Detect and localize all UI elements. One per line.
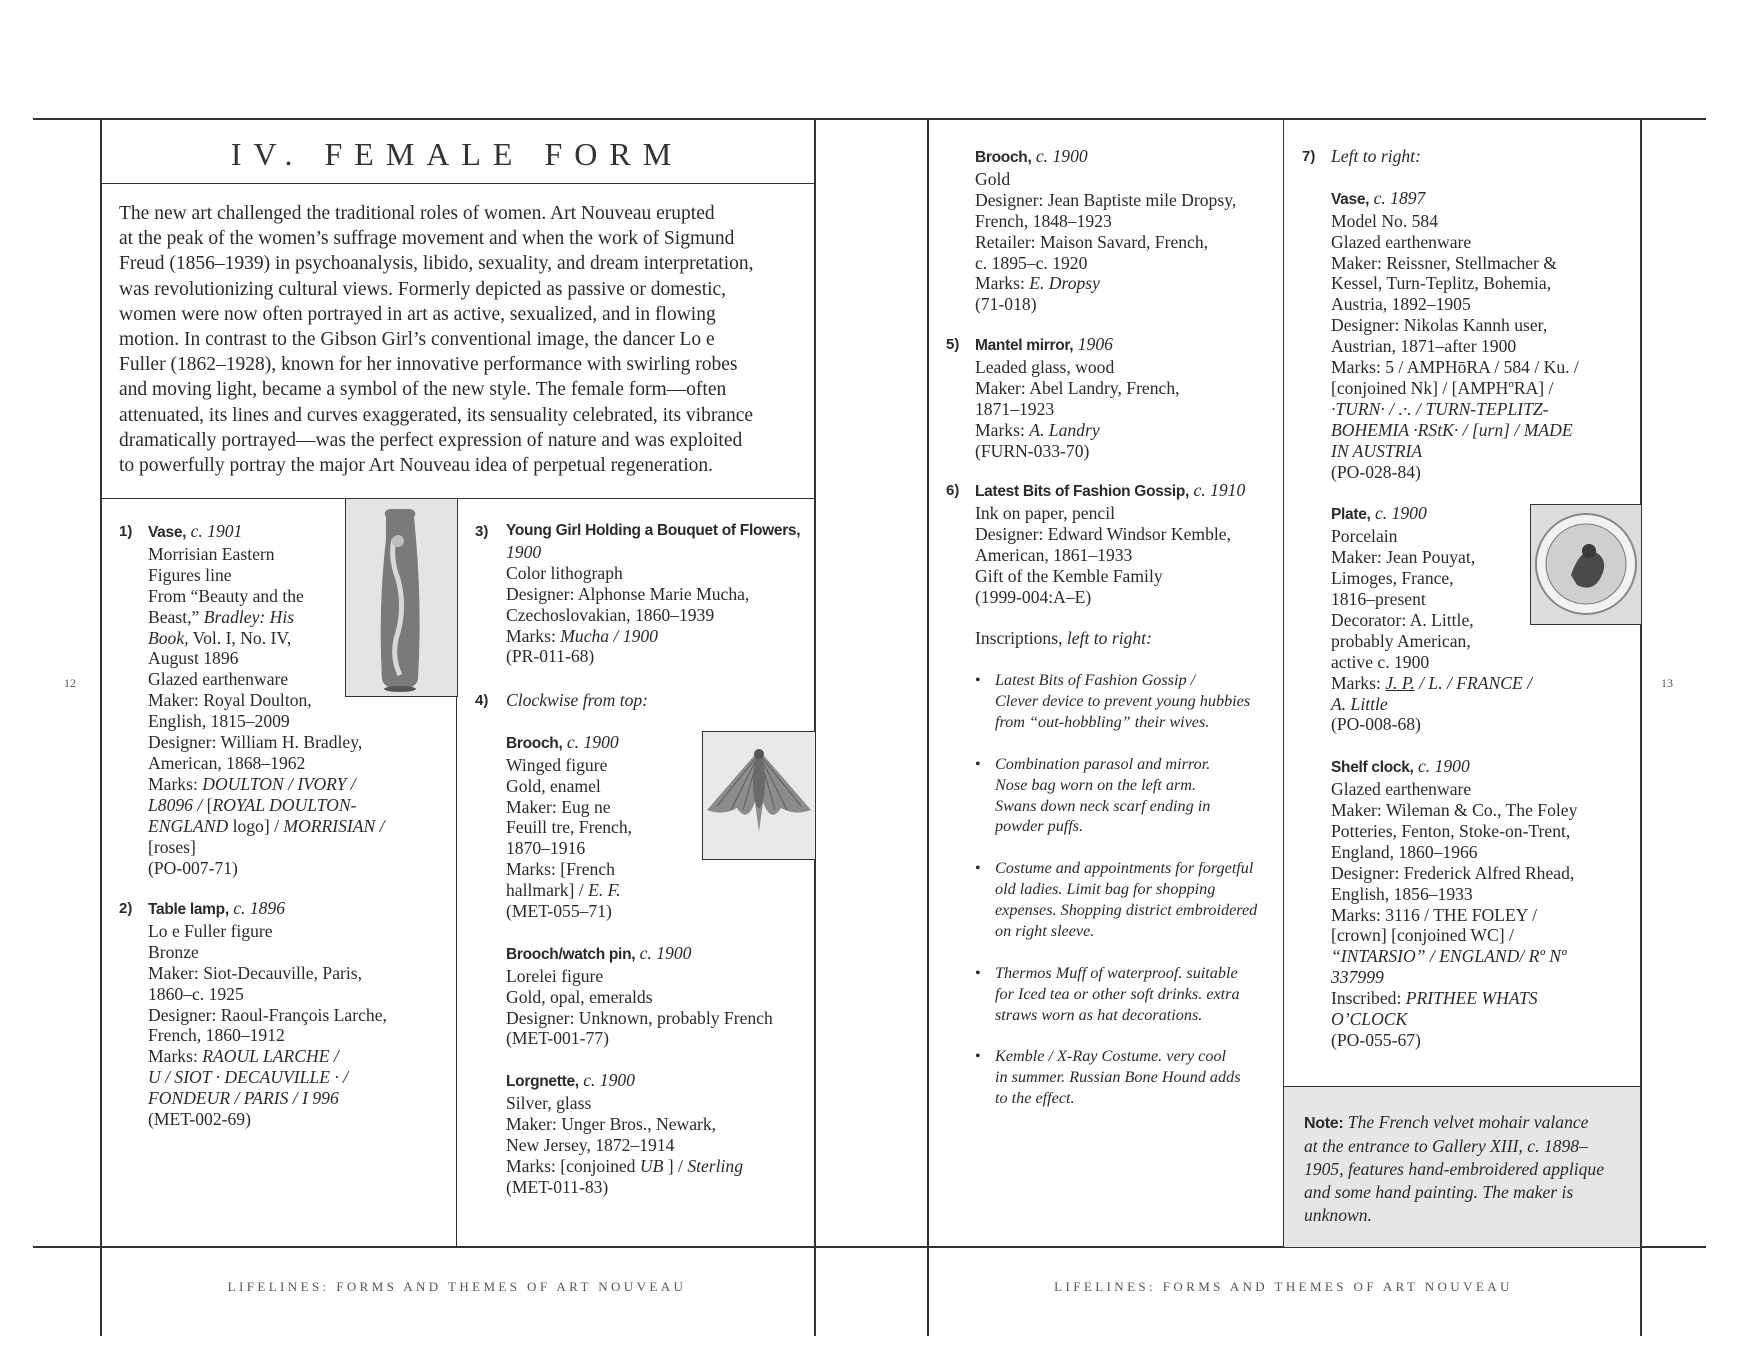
marks-text: ] /	[667, 1155, 683, 1176]
entry-date: 1906	[1077, 334, 1113, 354]
inscribed-text: PRITHEE WHATS	[1405, 988, 1538, 1009]
entry-heading: Mantel mirror,	[975, 337, 1074, 354]
brooch-watch-pin	[506, 943, 810, 1050]
marks-text: Sterling	[687, 1155, 744, 1176]
entry-heading: Vase,	[1331, 190, 1370, 208]
marks-text: MORRISIAN /	[283, 815, 385, 836]
accession-number: (PO-028-84)	[1331, 461, 1421, 482]
inscription-line: • Thermos Muff of waterproof. suitable	[995, 963, 1238, 982]
intro-paragraph	[119, 201, 809, 478]
entry-line: Color lithograph	[506, 562, 623, 583]
marks-label: Marks:	[975, 419, 1025, 440]
marks-text: [roses]	[148, 836, 196, 857]
entry-4-brooch-dropsy	[946, 146, 1281, 315]
entry-line: 1816–present	[1331, 589, 1426, 609]
entry-line: England, 1860–1966	[1331, 841, 1478, 862]
entry-line: Leaded glass, wood	[975, 356, 1115, 377]
entry-line: Silver, glass	[506, 1093, 592, 1114]
intro-line: women were now often portrayed in art as active, sexualized, and in flowing	[119, 303, 716, 325]
inscription-line: Swans down neck scarf ending in	[995, 796, 1211, 815]
inscription-item	[975, 858, 1281, 942]
entry-line: New Jersey, 1872–1914	[506, 1134, 675, 1155]
inscribed-text: O’CLOCK	[1331, 1009, 1408, 1030]
entry-line: Designer: Alphonse Marie Mucha,	[506, 583, 750, 604]
accession-number: (PO-007-71)	[148, 857, 238, 878]
entry-line: Maker: Abel Landry, French,	[975, 377, 1180, 398]
entry-date: c. 1900	[566, 731, 619, 752]
inscription-line: on right sleeve.	[995, 921, 1095, 940]
entry-line: Potteries, Fenton, Stoke-on-Trent,	[1331, 820, 1571, 841]
marks-text: “INTARSIO” / ENGLAND/ Rº Nº	[1331, 946, 1567, 967]
marks-text: ENGLAND	[148, 815, 229, 836]
entry-intro: Left to right:	[1331, 146, 1421, 166]
marks-label: Marks:	[506, 625, 556, 646]
inscriptions-label: Inscriptions,	[975, 628, 1063, 649]
left-page-right-rule	[814, 118, 816, 1336]
marks-text: Marks: 5 / AMPHōRA / 584 / Ku. /	[1331, 357, 1579, 378]
entry-line: Designer: Raoul-François Larche,	[148, 1004, 387, 1025]
note-line: 1905, features hand-embroidered applique	[1304, 1159, 1605, 1179]
marks-text: J. P.	[1385, 672, 1415, 693]
entry-line: Maker: Eug ne	[506, 796, 611, 817]
entry-line: Maker: Reissner, Stellmacher &	[1331, 252, 1557, 273]
intro-line: attenuated, its lines and curves exaggerated, its sensuality celebrated, its vibrance	[119, 404, 754, 426]
inscription-line: for Iced tea or other soft drinks. extra	[995, 984, 1240, 1003]
note-line: at the entrance to Gallery XIII, c. 1898–	[1304, 1136, 1588, 1156]
book-title: Book,	[148, 627, 189, 648]
entry-line: Gold, opal, emeralds	[506, 986, 653, 1007]
entry-heading: Shelf clock,	[1331, 759, 1414, 777]
entry-line: Austria, 1892–1905	[1331, 294, 1471, 315]
entry-line: Designer: Frederick Alfred Rhead,	[1331, 862, 1575, 883]
entry-line: Czechoslovakian, 1860–1939	[506, 604, 715, 625]
accession-number: (MET-002-69)	[148, 1109, 251, 1130]
marks-text: Marks: 3116 / THE FOLEY /	[1331, 904, 1538, 925]
accession-number: (PR-011-68)	[506, 646, 595, 667]
inscription-line: from “out-hobbling” their wives.	[995, 712, 1210, 731]
inscription-item	[975, 963, 1281, 1026]
page-number-left: 12	[64, 676, 76, 690]
note-box	[1284, 1086, 1640, 1247]
marks-text: RAOUL LARCHE /	[202, 1046, 339, 1067]
marks-text: 337999	[1331, 967, 1384, 988]
top-rule	[33, 118, 1706, 120]
entry-line: Maker: Unger Bros., Newark,	[506, 1114, 717, 1135]
entry-line: Designer: William H. Bradley,	[148, 732, 363, 753]
entry-heading: Brooch/watch pin,	[506, 945, 636, 963]
entry-number: 6)	[946, 482, 960, 499]
entry-3-lithograph	[475, 521, 810, 667]
entry-line: Maker: Royal Doulton,	[148, 690, 312, 711]
entry-line: English, 1856–1933	[1331, 883, 1473, 904]
entry-line: Model No. 584	[1331, 210, 1439, 231]
entry-line: From “Beauty and the	[148, 585, 304, 606]
marks-label: Marks:	[148, 1046, 198, 1067]
inscription-line: Nose bag worn on the left arm.	[995, 775, 1196, 794]
entry-line: French, 1848–1923	[975, 210, 1112, 231]
marks-text: A. Landry	[1029, 419, 1100, 440]
right-page-left-rule	[927, 118, 929, 1336]
note-line: unknown.	[1304, 1205, 1372, 1225]
entry-number: 2)	[119, 900, 133, 917]
intro-line: and moving light, became a symbol of the new style. The female form—often	[119, 379, 727, 401]
entry-heading: Plate,	[1331, 506, 1371, 524]
intro-line: The new art challenged the traditional roles of women. Art Nouveau erupted	[119, 203, 715, 224]
vase-image	[346, 499, 457, 696]
entry-number: 1)	[119, 523, 133, 540]
book-title: Bradley: His	[203, 606, 295, 627]
entry-line: Winged figure	[506, 754, 608, 775]
entry-line: Designer: Nikolas Kannh user,	[1331, 315, 1548, 336]
inscription-line: straws worn as hat decorations.	[995, 1005, 1203, 1024]
intro-line: at the peak of the women’s suffrage movement and when the work of Sigmund	[119, 228, 735, 250]
entry-line: Glazed earthenware	[1331, 231, 1472, 252]
marks-text: Marks: [conjoined	[506, 1155, 636, 1176]
entry-line: 1871–1923	[975, 398, 1055, 419]
entry-number: 3)	[475, 523, 489, 540]
entry-date: 1900	[506, 541, 542, 562]
entry-date: c. 1900	[1417, 756, 1470, 777]
entry-line: Designer: Jean Baptiste mile Dropsy,	[975, 189, 1237, 210]
intro-line: motion. In contrast to the Gibson Girl’s conventional image, the dancer Lo e	[119, 329, 715, 351]
inscription-item	[975, 670, 1281, 733]
entry-date: c. 1901	[190, 521, 243, 541]
entry-line: Marks: [French	[506, 859, 615, 880]
inscription-line: to the effect.	[995, 1089, 1075, 1108]
entry-line: Feuill tre, French,	[506, 817, 633, 838]
marks-text: A. Little	[1331, 693, 1388, 714]
left-margin-rule	[100, 118, 102, 1336]
entry-line: Maker: Siot-Decauville, Paris,	[148, 962, 363, 983]
marks-label: Marks:	[975, 273, 1025, 294]
intro-line: was revolutionizing cultural views. Formerly depicted as passive or domestic,	[119, 278, 727, 300]
entry-heading: Brooch,	[975, 149, 1032, 166]
marks-text: DOULTON / IVORY /	[202, 773, 356, 794]
entry-heading: Vase,	[148, 524, 187, 541]
entry-line: Beast,”	[148, 606, 200, 627]
accession-number: (MET-011-83)	[506, 1176, 609, 1197]
intro-line: Fuller (1862–1928), known for her innovative performance with swirling robes	[119, 354, 738, 376]
entry-line: Lo e Fuller figure	[148, 920, 273, 941]
entry-line: American, 1868–1962	[148, 752, 306, 773]
marks-text: BOHEMIA ·RStK· / [urn] / MADE	[1331, 419, 1573, 440]
entry-heading: Young Girl Holding a Bouquet of Flowers,	[506, 522, 801, 539]
inscription-item	[975, 1046, 1281, 1109]
page-number-right: 13	[1661, 676, 1673, 690]
inscription-line: expenses. Shopping district embroidered	[995, 901, 1258, 920]
brooch-image	[703, 732, 815, 859]
marks-text: UB	[639, 1155, 664, 1176]
entry-heading: Brooch,	[506, 734, 563, 752]
lorgnette	[506, 1070, 810, 1197]
entry-date: c. 1896	[233, 898, 286, 918]
vase-photo	[345, 498, 458, 697]
entry-line: Austrian, 1871–after 1900	[1331, 336, 1517, 357]
marks-text: FONDEUR / PARIS / I 996	[148, 1088, 339, 1109]
entry-number: 5)	[946, 336, 960, 353]
intro-line: to powerfully portray the major Art Nouveau idea of perpetual regeneration.	[119, 455, 713, 477]
entry-date: c. 1900	[583, 1070, 635, 1091]
entry-line: August 1896	[148, 648, 239, 669]
right-column-divider	[1283, 118, 1284, 1246]
marks-text: L8096 /	[148, 794, 203, 815]
entry-line: Maker: Wileman & Co., The Foley	[1331, 800, 1578, 821]
marks-text: E. F.	[588, 880, 621, 901]
intro-line: dramatically portrayed—was the perfect expression of nature and was exploited	[119, 429, 743, 451]
entry-line: Bronze	[148, 941, 199, 962]
title-rule	[100, 183, 814, 184]
entry-date: c. 1897	[1373, 187, 1426, 208]
entry-line: Limoges, France,	[1331, 568, 1454, 589]
marks-text: [conjoined Nk] / [AMPHºRA] /	[1331, 377, 1554, 398]
marks-text: / L. / FRANCE /	[1419, 672, 1533, 693]
entry-5-mantel-mirror	[946, 334, 1281, 461]
marks-text: IN AUSTRIA	[1331, 440, 1423, 461]
inscription-item	[975, 754, 1281, 838]
entry-line: Ink on paper, pencil	[975, 502, 1115, 523]
running-footer-left: LIFELINES: FORMS AND THEMES OF ART NOUVEAU	[227, 1279, 687, 1294]
entry-line: Decorator: A. Little,	[1331, 609, 1474, 630]
entry-heading: Lorgnette,	[506, 1073, 579, 1091]
marks-label: Marks:	[148, 773, 198, 794]
inscription-line: • Kemble / X-Ray Costume. very cool	[995, 1047, 1227, 1066]
note-line: The French velvet mohair valance	[1347, 1112, 1589, 1132]
inscriptions-order: left to right:	[1066, 628, 1152, 649]
entry-2-table-lamp	[119, 898, 449, 1130]
inscriptions-list	[975, 670, 1281, 1109]
entry-line: American, 1861–1933	[975, 544, 1133, 565]
entry-intro: Clockwise from top:	[506, 690, 649, 710]
entry-line: Gold	[975, 168, 1011, 189]
entry-heading: Table lamp,	[148, 901, 229, 918]
inscription-line: old ladies. Limit bag for shopping	[995, 880, 1216, 899]
entry-line: Gift of the Kemble Family	[975, 565, 1163, 586]
entry-number: 4)	[475, 692, 489, 709]
plate-image	[1531, 505, 1641, 624]
running-footer-right: LIFELINES: FORMS AND THEMES OF ART NOUVEAU	[1054, 1279, 1513, 1294]
marks-text: ROYAL DOULTON-	[212, 794, 357, 815]
intro-line: Freud (1856–1939) in psychoanalysis, libido, sexuality, and dream interpretation,	[119, 253, 754, 275]
entry-line: Maker: Jean Pouyat,	[1331, 547, 1476, 568]
marks-text: [	[206, 794, 213, 815]
inscribed-label: Inscribed:	[1331, 988, 1402, 1009]
accession-number: (PO-008-68)	[1331, 714, 1421, 735]
inscription-line: in summer. Russian Bone Hound adds	[995, 1068, 1241, 1087]
marks-text: ·TURN· / .·. / TURN-TEPLITZ-	[1331, 398, 1549, 419]
vase-amphora	[1331, 188, 1637, 483]
marks-text: logo] /	[232, 815, 280, 836]
marks-label: Marks:	[1331, 672, 1381, 693]
entry-line: Glazed earthenware	[148, 669, 289, 690]
entry-line: Glazed earthenware	[1331, 779, 1472, 800]
inscription-line: • Combination parasol and mirror.	[995, 754, 1211, 773]
entry-line: Vol. I, No. IV,	[192, 627, 292, 648]
marks-text: U / SIOT · DECAUVILLE · /	[148, 1067, 349, 1088]
plate-photo	[1530, 504, 1642, 625]
inscription-line: • Latest Bits of Fashion Gossip /	[995, 671, 1196, 690]
entry-line: Morrisian Eastern	[148, 543, 275, 564]
section-title: IV. FEMALE FORM	[230, 136, 684, 172]
entry-heading: Latest Bits of Fashion Gossip,	[975, 483, 1190, 500]
inscription-line: • Costume and appointments for forgetful	[995, 859, 1254, 878]
marks-text: Mucha / 1900	[560, 625, 658, 646]
marks-text: E. Dropsy	[1029, 273, 1100, 294]
entry-date: c. 1910	[1193, 480, 1246, 500]
entry-date: c. 1900	[1035, 146, 1088, 166]
entry-line: Gold, enamel	[506, 775, 601, 796]
accession-number: (MET-055–71)	[506, 901, 612, 922]
right-margin-rule	[1640, 118, 1642, 1336]
accession-number: (PO-055-67)	[1331, 1030, 1421, 1051]
note-label: Note:	[1304, 1115, 1344, 1132]
entry-line: c. 1895–c. 1920	[975, 252, 1088, 273]
accession-number: (1999-004:A–E)	[975, 586, 1092, 607]
entry-line: French, 1860–1912	[148, 1025, 285, 1046]
marks-text: [crown] [conjoined WC] /	[1331, 925, 1514, 946]
entry-line: Kessel, Turn-Teplitz, Bohemia,	[1331, 273, 1552, 294]
note-text	[1304, 1111, 1629, 1227]
entry-line: Porcelain	[1331, 526, 1398, 547]
shelf-clock	[1331, 756, 1637, 1051]
entry-line: Designer: Edward Windsor Kemble,	[975, 523, 1231, 544]
entry-6-fashion-gossip	[946, 480, 1281, 1130]
entry-line: Figures line	[148, 564, 232, 585]
inscription-line: Clever device to prevent young hubbies	[995, 692, 1251, 711]
accession-number: (71-018)	[975, 294, 1037, 315]
entry-line: Retailer: Maison Savard, French,	[975, 231, 1209, 252]
entry-line: Lorelei figure	[506, 965, 604, 986]
inscription-line: powder puffs.	[995, 817, 1084, 836]
entry-line: probably American,	[1331, 630, 1471, 651]
entry-line: Designer: Unknown, probably French	[506, 1007, 773, 1028]
entry-line: 1870–1916	[506, 838, 586, 859]
note-line: and some hand painting. The maker is	[1304, 1182, 1574, 1202]
marks-text: hallmark] /	[506, 880, 584, 901]
entry-date: c. 1900	[1374, 503, 1427, 524]
entry-date: c. 1900	[639, 942, 692, 963]
entry-line: English, 1815–2009	[148, 711, 290, 732]
brooch-photo	[702, 731, 816, 860]
entry-line: active c. 1900	[1331, 651, 1430, 672]
accession-number: (FURN-033-70)	[975, 440, 1090, 461]
entry-line: 1860–c. 1925	[148, 983, 244, 1004]
accession-number: (MET-001-77)	[506, 1028, 609, 1049]
entry-number: 7)	[1302, 148, 1316, 165]
